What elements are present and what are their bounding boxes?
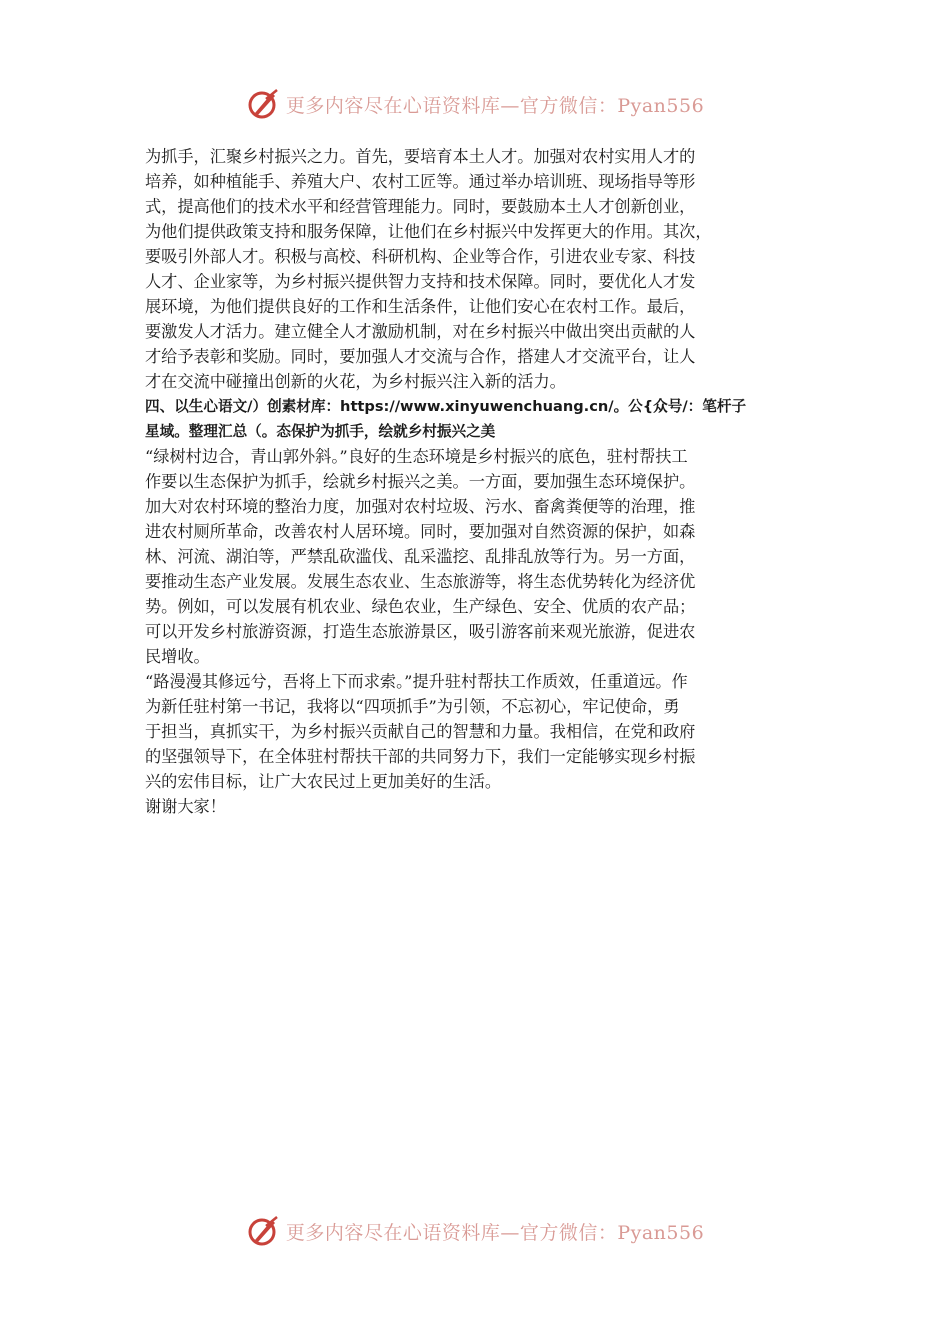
header-banner-text: 更多内容尽在心语资料库—官方微信：Pyan556 (285, 94, 705, 117)
body-line: 式，提高他们的技术水平和经营管理能力。同时，要鼓励本土人才创新创业， (145, 197, 696, 216)
header-banner (0, 84, 950, 124)
section-heading: 四、以生心语文/）创素材库：https://www.xinyuwenchuang.cn/。公{众号/：笔杆子 (145, 398, 747, 415)
quill-logo-icon (246, 87, 280, 121)
section-heading: 星域。整理汇总（。态保护为抓手，绘就乡村振兴之美 (145, 423, 496, 440)
footer-banner-text: 更多内容尽在心语资料库—官方微信：Pyan556 (285, 1221, 705, 1244)
body-line: 才在交流中碰撞出创新的火花，为乡村振兴注入新的活力。 (145, 372, 566, 391)
body-line: 可以开发乡村旅游资源，打造生态旅游景区，吸引游客前来观光旅游，促进农 (145, 622, 696, 641)
body-line: “绿树村边合，青山郭外斜。”良好的生态环境是乡村振兴的底色，驻村帮扶工 (145, 447, 688, 466)
body-line: 进农村厕所革命，改善农村人居环境。同时，要加强对自然资源的保护，如森 (145, 522, 696, 541)
body-line: 为新任驻村第一书记，我将以“四项抓手”为引领，不忘初心，牢记使命，勇 (145, 697, 680, 716)
document-body (145, 144, 810, 819)
body-line: 林、河流、湖泊等，严禁乱砍滥伐、乱采滥挖、乱排乱放等行为。另一方面， (145, 547, 696, 566)
body-line: 势。例如，可以发展有机农业、绿色农业，生产绿色、安全、优质的农产品； (145, 597, 696, 616)
body-line: 加大对农村环境的整治力度，加强对农村垃圾、污水、畜禽粪便等的治理，推 (145, 497, 696, 516)
body-line: 兴的宏伟目标，让广大农民过上更加美好的生活。 (145, 772, 502, 791)
body-line: 为他们提供政策支持和服务保障，让他们在乡村振兴中发挥更大的作用。其次， (145, 222, 712, 241)
body-line: 要吸引外部人才。积极与高校、科研机构、企业等合作，引进农业专家、科技 (145, 247, 696, 266)
body-line: 要推动生态产业发展。发展生态农业、生态旅游等，将生态优势转化为经济优 (145, 572, 696, 591)
body-line: 于担当，真抓实干，为乡村振兴贡献自己的智慧和力量。我相信，在党和政府 (145, 722, 696, 741)
body-line: 的坚强领导下，在全体驻村帮扶干部的共同努力下，我们一定能够实现乡村振 (145, 747, 696, 766)
body-line: 民增收。 (145, 647, 210, 666)
body-line: 要激发人才活力。建立健全人才激励机制，对在乡村振兴中做出突出贡献的人 (145, 322, 696, 341)
body-line: 为抓手，汇聚乡村振兴之力。首先，要培育本土人才。加强对农村实用人才的 (145, 147, 696, 166)
body-line: 人才、企业家等，为乡村振兴提供智力支持和技术保障。同时，要优化人才发 (145, 272, 696, 291)
footer-banner (0, 1211, 950, 1251)
body-line: 培养，如种植能手、养殖大户、农村工匠等。通过举办培训班、现场指导等形 (145, 172, 696, 191)
body-line: 展环境，为他们提供良好的工作和生活条件，让他们安心在农村工作。最后， (145, 297, 696, 316)
quill-logo-icon (246, 1214, 280, 1248)
closing-line: 谢谢大家！ (145, 797, 226, 816)
body-line: 才给予表彰和奖励。同时，要加强人才交流与合作，搭建人才交流平台，让人 (145, 347, 696, 366)
body-line: “路漫漫其修远兮，吾将上下而求索。”提升驻村帮扶工作质效，任重道远。作 (145, 672, 688, 691)
body-line: 作要以生态保护为抓手，绘就乡村振兴之美。一方面，要加强生态环境保护。 (145, 472, 696, 491)
